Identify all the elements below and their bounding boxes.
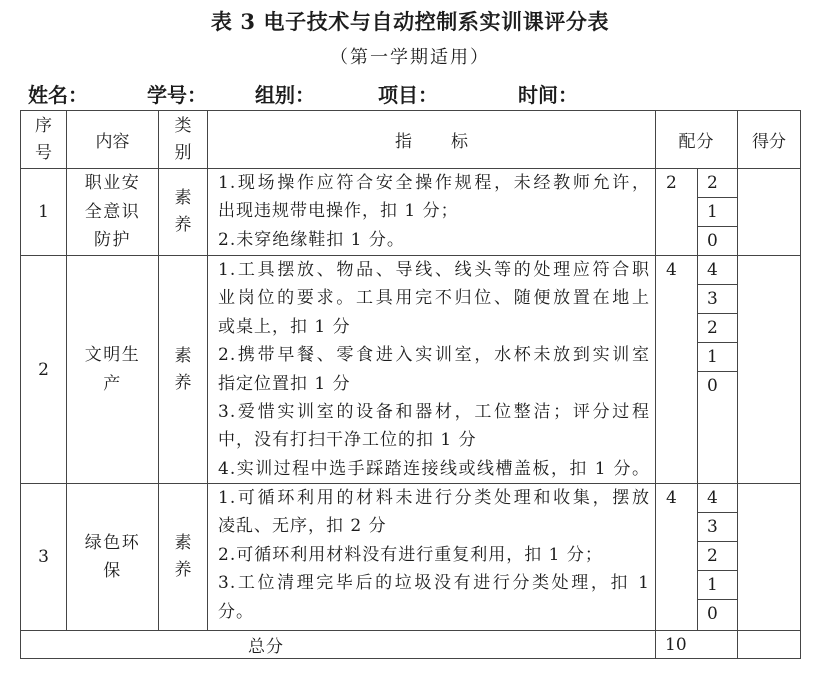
student-id-label: 学号：	[147, 83, 207, 107]
row-1-category-cell	[159, 169, 208, 256]
header-content: 内容	[95, 132, 130, 152]
row-3-indicator-cell	[208, 484, 656, 631]
indicator-line: 中，没有打扫干净工位的扣 1 分	[218, 430, 477, 451]
score-option: 0	[707, 376, 718, 396]
header-score: 得分	[752, 132, 786, 152]
score-option: 3	[698, 513, 737, 542]
indicator-line: 分。	[218, 601, 254, 622]
row-3-category-cell	[159, 484, 208, 631]
score-option: 1	[698, 571, 737, 600]
row-category: 素养	[174, 533, 192, 580]
total-label-cell	[21, 631, 656, 659]
row-points: 4	[666, 260, 677, 280]
group-label: 组别：	[255, 83, 315, 107]
row-category: 素养	[174, 188, 192, 235]
header-score-cell	[738, 111, 801, 169]
row-2-indicator-cell	[208, 256, 656, 484]
indicator-line: 指定位置扣 1 分	[218, 373, 351, 394]
score-option: 4	[698, 256, 737, 285]
row-2-score-cell	[738, 256, 801, 484]
indicator-line: 1.可循环利用的材料未进行分类处理和收集，摆放	[218, 488, 650, 508]
row-3-content-cell	[67, 484, 159, 631]
score-option: 1	[698, 198, 737, 227]
indicator-line: 凌乱、无序，扣 2 分	[218, 516, 387, 537]
total-points-cell	[656, 631, 738, 659]
document-title: 表 3 电子技术与自动控制系实训课评分表	[210, 9, 610, 34]
indicator-line: 业岗位的要求。工具用完不归位、随便放置在地上	[218, 288, 650, 309]
header-points: 配分	[678, 132, 715, 152]
score-option: 1	[698, 343, 737, 372]
row-1-points-cell	[656, 169, 698, 256]
row-1-indicator-cell	[208, 169, 656, 256]
score-option: 2	[698, 542, 737, 571]
total-score-cell	[738, 631, 801, 659]
indicator-line: 3.爱惜实训室的设备和器材，工位整洁；评分过程	[218, 402, 650, 423]
row-content: 绿色环保	[84, 532, 141, 581]
row-1-content-cell	[67, 169, 159, 256]
header-content-cell	[67, 111, 159, 169]
row-2-points-cell	[656, 256, 698, 484]
indicator-line: 出现违规带电操作，扣 1 分；	[218, 201, 459, 222]
score-option: 0	[707, 231, 718, 251]
row-1-index-cell	[21, 169, 67, 256]
indicator-line: 1.工具摆放、物品、导线、线头等的处理应符合职	[218, 260, 650, 280]
header-indicator-cell	[208, 111, 656, 169]
score-option: 4	[698, 484, 737, 513]
score-option: 0	[707, 604, 718, 624]
header-index-cell	[21, 111, 67, 169]
indicator-line: 2.可循环利用材料没有进行重复利用，扣 1 分；	[218, 544, 603, 565]
row-2-content-cell	[67, 256, 159, 484]
name-label: 姓名：	[28, 83, 88, 107]
row-3-score-cell	[738, 484, 801, 631]
row-points: 4	[666, 488, 677, 508]
indicator-line: 2.携带早餐、零食进入实训室，水杯未放到实训室	[218, 345, 650, 366]
indicator-line: 2.未穿绝缘鞋扣 1 分。	[218, 229, 405, 250]
row-index: 2	[38, 359, 49, 380]
score-option: 3	[698, 285, 737, 314]
total-points: 10	[665, 634, 687, 655]
header-indicator: 指标	[395, 132, 507, 152]
row-2-options-cell	[698, 256, 738, 484]
time-label: 时间：	[518, 83, 578, 107]
row-category: 素养	[174, 345, 192, 393]
document-subtitle: （第一学期适用）	[330, 47, 490, 68]
project-label: 项目：	[378, 83, 438, 107]
indicator-line: 3.工位清理完毕后的垃圾没有进行分类处理，扣 1	[218, 573, 650, 594]
row-content: 文明生产	[84, 345, 141, 394]
header-category: 类别	[174, 115, 192, 163]
indicator-line: 1.现场操作应符合安全操作规程，未经教师允许，	[218, 173, 650, 193]
header-index: 序号	[35, 115, 52, 163]
indicator-line: 或桌上，扣 1 分	[218, 316, 351, 337]
row-points: 2	[666, 173, 677, 193]
row-3-points-cell	[656, 484, 698, 631]
header-category-cell	[159, 111, 208, 169]
score-option: 2	[698, 314, 737, 343]
indicator-line: 4.实训过程中选手踩踏连接线或线槽盖板，扣 1 分。	[218, 458, 650, 479]
row-2-index-cell	[21, 256, 67, 484]
scoring-table	[20, 110, 801, 659]
row-3-options-cell	[698, 484, 738, 631]
row-index: 1	[38, 202, 49, 222]
row-1-score-cell	[738, 169, 801, 256]
total-label: 总分	[248, 637, 284, 657]
row-content: 职业安全意识防护	[84, 173, 141, 251]
row-3-index-cell	[21, 484, 67, 631]
row-index: 3	[38, 547, 49, 567]
header-points-cell	[656, 111, 738, 169]
score-option: 2	[698, 169, 737, 198]
row-1-options-cell	[698, 169, 738, 256]
row-2-category-cell	[159, 256, 208, 484]
